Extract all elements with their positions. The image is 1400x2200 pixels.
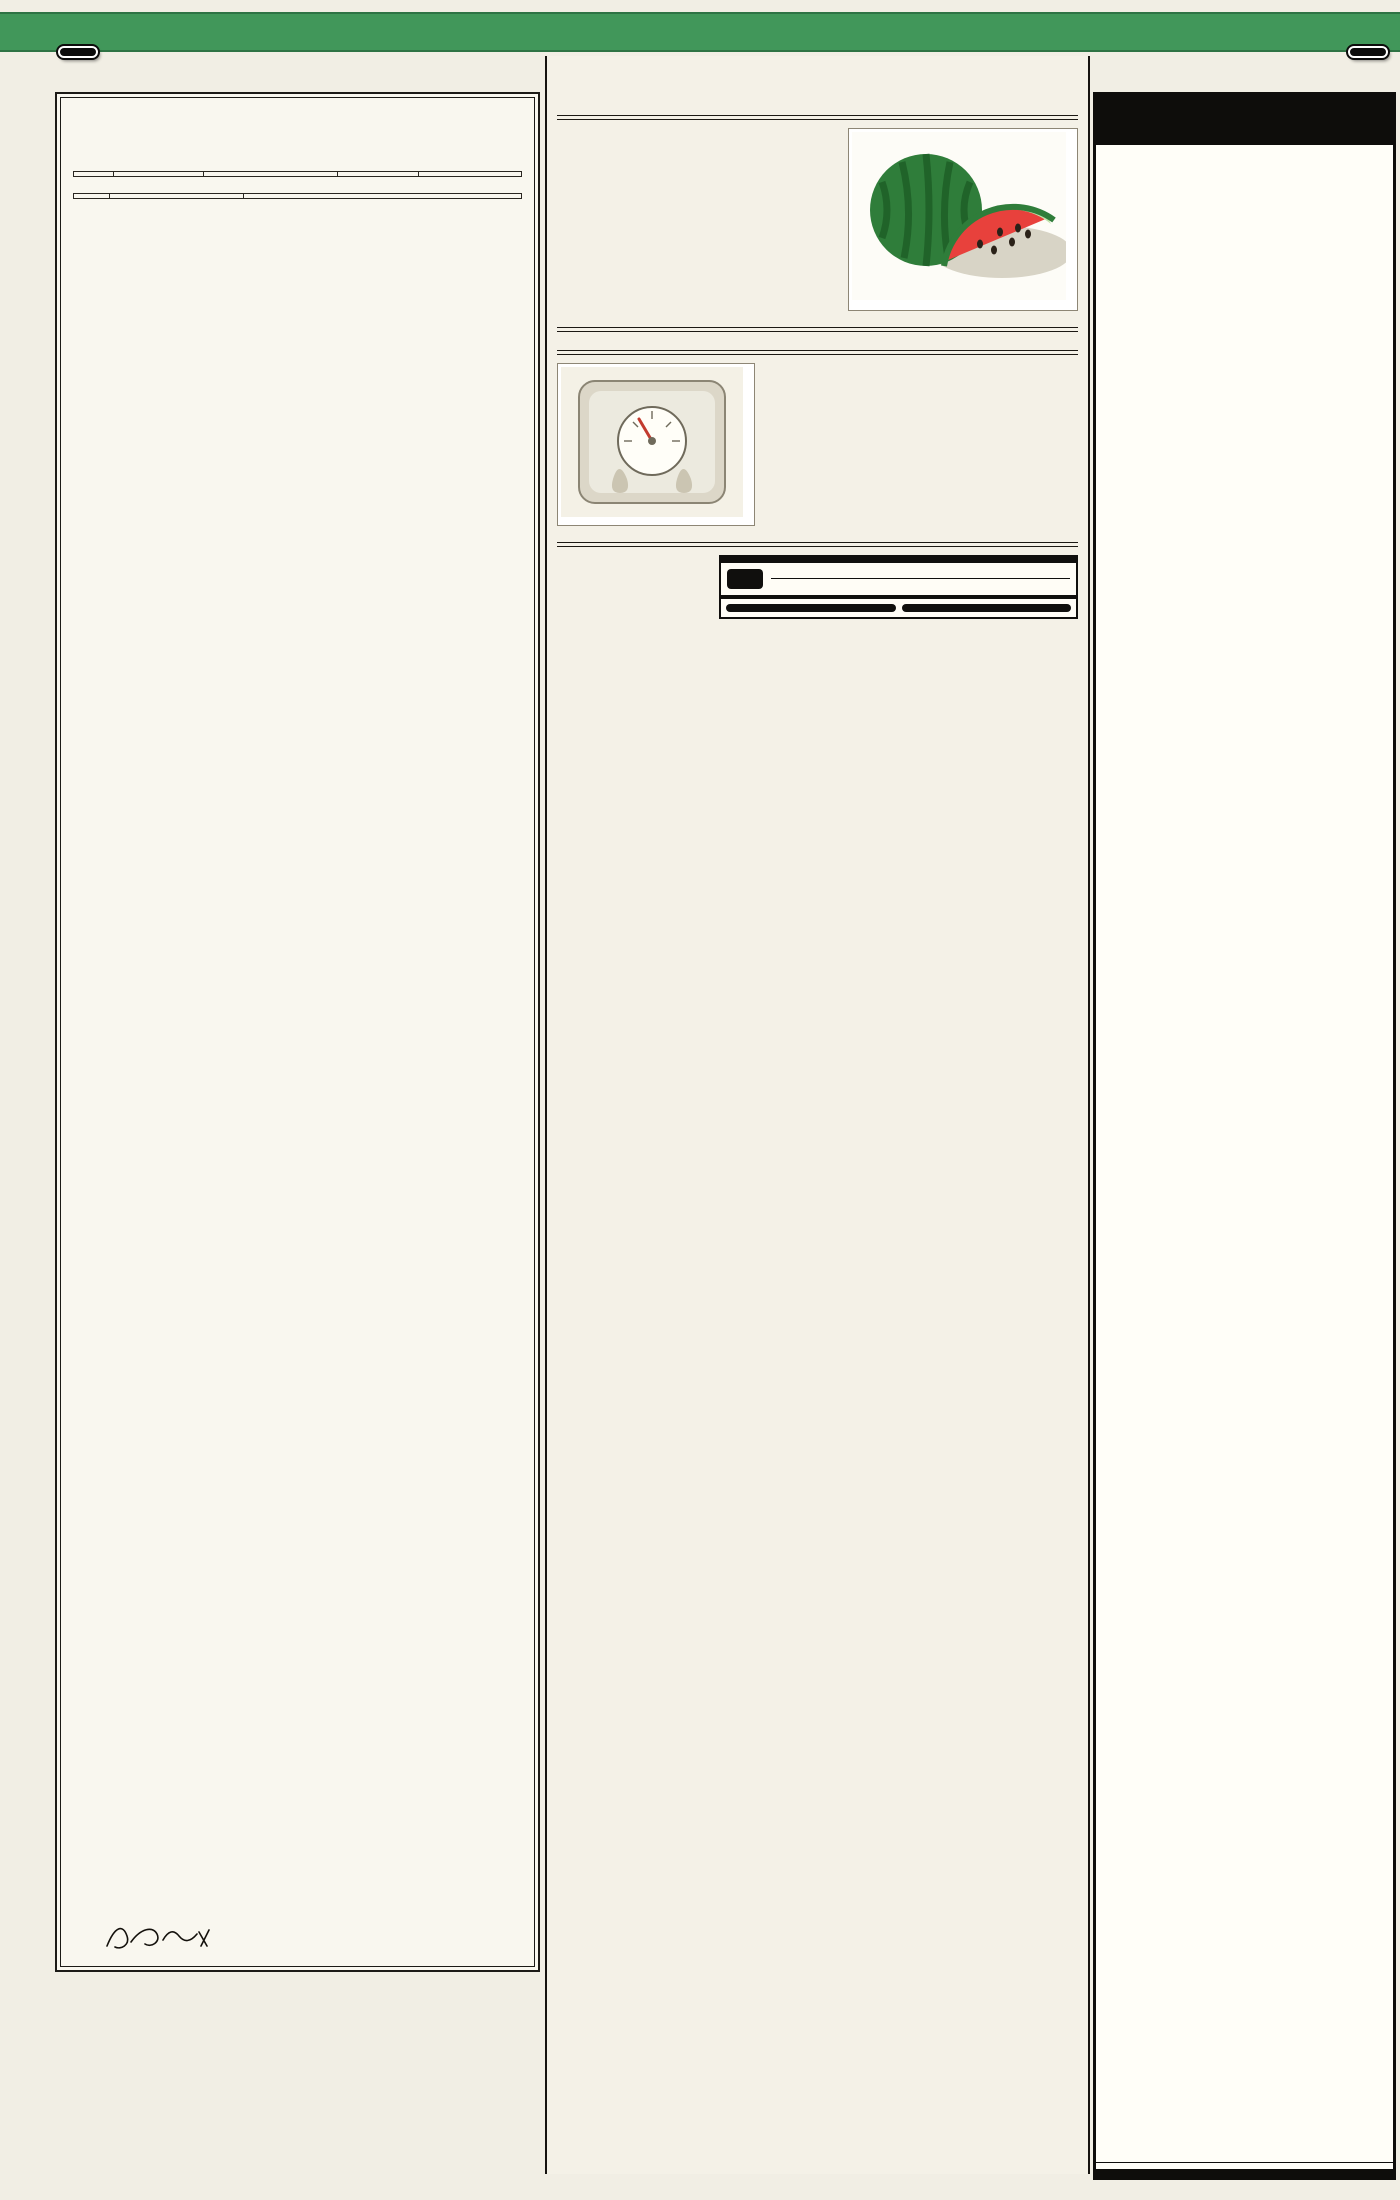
- lab-contact: [1096, 2162, 1393, 2169]
- jalmahal-tender-notice: [55, 92, 540, 1972]
- col-header: [109, 194, 243, 199]
- col-header: [418, 172, 521, 177]
- watermelon-illustration: [852, 132, 1066, 300]
- doctors-lab-ad: [1093, 92, 1396, 2180]
- article-divider: [557, 115, 1078, 120]
- watermelon-photo: [848, 128, 1078, 311]
- col-header: [244, 194, 522, 199]
- ad-branch-right: [902, 604, 1072, 612]
- ad-taglines: [771, 575, 1070, 582]
- middle-column: [545, 56, 1090, 2174]
- date-pill: [58, 46, 98, 58]
- weighing-scale-photo: [557, 363, 755, 526]
- lab-note: [1096, 2169, 1393, 2177]
- signature-block: [73, 1920, 522, 1960]
- scale-illustration: [561, 367, 743, 517]
- article-body-top: [557, 128, 838, 311]
- ad-branch-left: [726, 604, 896, 612]
- moubon-restaurant-ad: [719, 555, 1078, 619]
- headline: [557, 557, 709, 577]
- masthead-green-bar: [0, 12, 1400, 52]
- timeline-table: [73, 193, 522, 199]
- col-header: [74, 194, 110, 199]
- lab-phones: [1100, 103, 1389, 137]
- col-header: [114, 172, 204, 177]
- article-chatgpt-outage: [557, 555, 709, 619]
- col-header: [74, 172, 114, 177]
- paper-name-pill: [1348, 46, 1388, 58]
- handwritten-signature: [101, 1920, 231, 1954]
- article-body-top: [765, 363, 1078, 526]
- article-weight-control: [557, 363, 1078, 532]
- article-lastpass: [557, 62, 1078, 105]
- col-header: [203, 172, 337, 177]
- ad-header: [1096, 95, 1393, 145]
- col-header: [338, 172, 419, 177]
- ad-brand: [727, 569, 763, 589]
- article-divider: [557, 350, 1078, 355]
- article-divider: [557, 542, 1078, 547]
- jalmahal-table: [73, 171, 522, 177]
- headline: [557, 62, 1078, 97]
- article-five-foods: [557, 128, 1078, 317]
- article-divider: [557, 327, 1078, 332]
- doctor-list: [1096, 145, 1393, 2162]
